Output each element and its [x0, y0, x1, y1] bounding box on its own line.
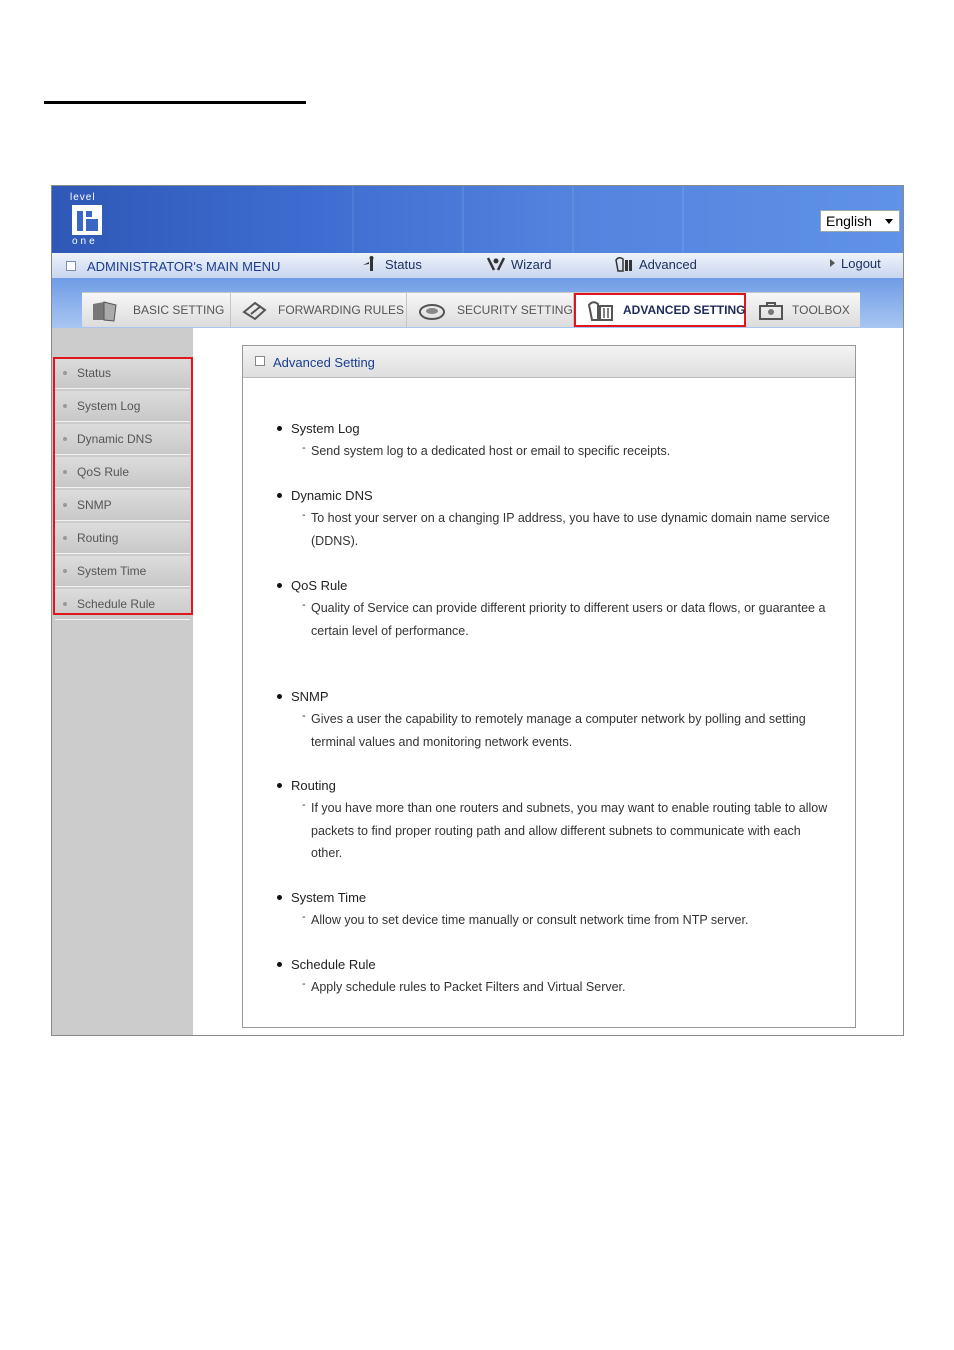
- advanced-icon: [614, 256, 634, 272]
- tab-security-setting[interactable]: SECURITY SETTING: [407, 293, 574, 327]
- menu-advanced[interactable]: Advanced: [614, 256, 697, 276]
- section-system-log: System Log - Send system log to a dedicated host or email to specific receipts.: [275, 421, 835, 463]
- levelone-logo: level one: [70, 192, 110, 248]
- panel-title: Advanced Setting: [273, 355, 375, 370]
- section-schedule-rule: Schedule Rule - Apply schedule rules to Packet Filters and Virtual Server.: [275, 957, 835, 999]
- security-setting-icon: [417, 300, 447, 322]
- tab-advanced-setting[interactable]: ADVANCED SETTING: [574, 293, 746, 327]
- section-dynamic-dns: Dynamic DNS - To host your server on a changing IP address, you have to use dynamic domain name service (DDNS).: [275, 488, 835, 552]
- main-menu-title: ADMINISTRATOR's MAIN MENU: [87, 259, 281, 274]
- menu-wizard[interactable]: Wizard: [486, 256, 551, 276]
- heading-underline: [44, 101, 306, 104]
- advanced-setting-icon: [586, 300, 616, 322]
- tab-toolbox[interactable]: TOOLBOX: [746, 293, 860, 327]
- forwarding-rules-icon: [241, 300, 271, 322]
- sidebar-item-system-time[interactable]: System Time: [55, 556, 190, 587]
- sidebar-item-qos-rule[interactable]: QoS Rule: [55, 457, 190, 488]
- logout-link[interactable]: Logout: [830, 256, 881, 276]
- sidebar-item-dynamic-dns[interactable]: Dynamic DNS: [55, 424, 190, 455]
- square-icon: [66, 261, 76, 271]
- tab-forwarding-rules[interactable]: FORWARDING RULES: [231, 293, 407, 327]
- sidebar-item-routing[interactable]: Routing: [55, 523, 190, 554]
- sidebar-item-schedule-rule[interactable]: Schedule Rule: [55, 589, 190, 620]
- sidebar-menu: [52, 328, 193, 1036]
- section-snmp: SNMP - Gives a user the capability to remotely manage a computer network by polling and setting terminal values and monitoring network events.: [275, 689, 835, 753]
- advanced-setting-panel: [242, 345, 856, 1028]
- arrow-right-icon: [830, 259, 835, 267]
- chevron-down-icon: [885, 219, 893, 224]
- section-system-time: System Time - Allow you to set device time manually or consult network time from NTP server.: [275, 890, 835, 932]
- tab-basic-setting[interactable]: BASIC SETTING: [82, 293, 231, 327]
- sidebar-item-system-log[interactable]: System Log: [55, 391, 190, 422]
- basic-setting-icon: [90, 300, 120, 322]
- sidebar-item-status[interactable]: Status: [55, 358, 190, 389]
- section-qos-rule: QoS Rule - Quality of Service can provide different priority to different users or data flows, or guarantee a certain level of performance.: [275, 578, 835, 642]
- toolbox-icon: [756, 300, 786, 322]
- router-admin-window: [51, 185, 904, 1036]
- sidebar-highlight-box: [53, 357, 193, 615]
- section-routing: Routing - If you have more than one routers and subnets, you may want to enable routing table to allow packets to find proper routing path and allow different subnets to communicate with each other.: [275, 778, 835, 865]
- square-icon: [255, 356, 265, 366]
- tab-bar: [52, 278, 904, 328]
- language-select[interactable]: English: [820, 210, 900, 232]
- main-menu-bar: [52, 253, 904, 279]
- panel-header: [243, 346, 855, 378]
- wizard-icon: [486, 256, 506, 272]
- sidebar-item-snmp[interactable]: SNMP: [55, 490, 190, 521]
- header-banner: [52, 186, 904, 253]
- status-icon: [360, 256, 380, 272]
- menu-status[interactable]: Status: [360, 256, 422, 276]
